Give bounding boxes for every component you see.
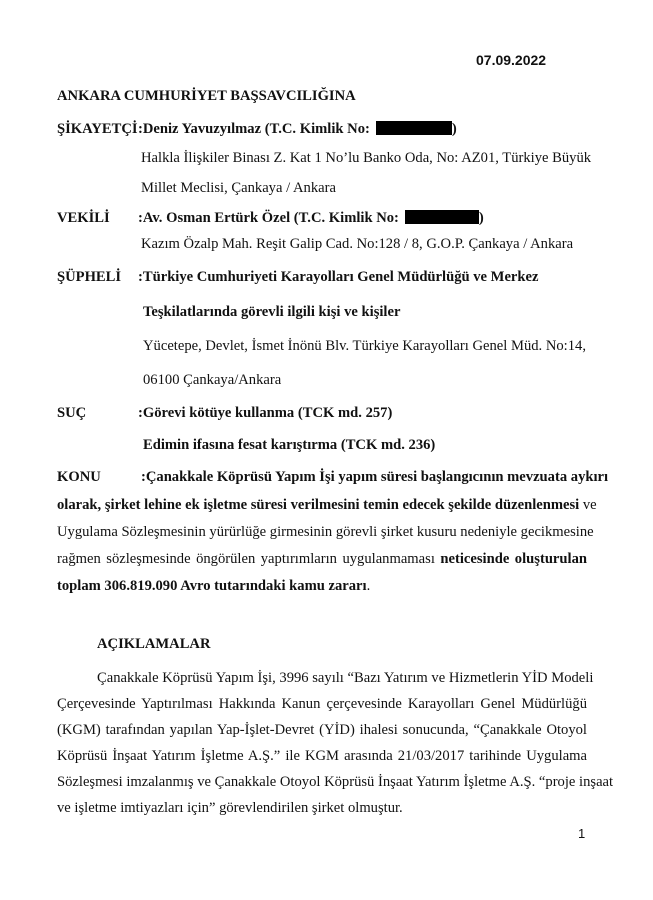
explanation-line: (KGM) tarafından yapılan Yap-İşlet-Devret (YİD) ihalesi sonucunda, “Çanakkale Otoyol (57, 722, 587, 738)
complainant-label: ŞİKAYETÇİ (57, 121, 138, 137)
suspect-address-line1: Yücetepe, Devlet, İsmet İnönü Blv. Türkiye Karayolları Genel Müd. No:14, (143, 338, 586, 354)
complainant-name-close: ) (451, 121, 457, 137)
explanation-line: ve işletme imtiyazları için” görevlendirilen şirket olmuştur. (57, 800, 403, 816)
subject-line2-bold: olarak, şirket lehine ek işletme süresi verilmesini temin edecek şekilde düzenlenmesi (57, 497, 580, 513)
subject-line1: :Çanakkale Köprüsü Yapım İşi yapım süresi başlangıcının mevzuata aykırı (141, 469, 609, 485)
crime-line2: Edimin ifasına fesat karıştırma (TCK md. 236) (143, 437, 436, 453)
suspect-address-line2: 06100 Çankaya/Ankara (143, 372, 282, 388)
subject-line4-bold: neticesinde oluşturulan (440, 551, 587, 567)
explanation-line: Çanakkale Köprüsü Yapım İşi, 3996 sayılı “Bazı Yatırım ve Hizmetlerin YİD Modeli (97, 670, 594, 686)
page-number: 1 (578, 826, 586, 841)
subject-line2-normal: ve (579, 497, 597, 513)
addressee-heading: ANKARA CUMHURİYET BAŞSAVCILIĞINA (57, 88, 356, 104)
document-date: 07.09.2022 (476, 52, 547, 68)
complainant-address-line2: Millet Meclisi, Çankaya / Ankara (141, 180, 336, 196)
explanation-line: Köprüsü İnşaat Yatırım İşletme A.Ş.” ile KGM arasında 21/03/2017 tarihinde Uygulama (57, 748, 587, 764)
suspect-label: ŞÜPHELİ (57, 269, 122, 285)
attorney-name-close: ) (478, 210, 484, 226)
explanations-heading: AÇIKLAMALAR (97, 636, 211, 652)
redaction-box (405, 210, 479, 224)
attorney-address-line1: Kazım Özalp Mah. Reşit Galip Cad. No:128 / 8, G.O.P. Çankaya / Ankara (141, 236, 574, 252)
suspect-name-line1: :Türkiye Cumhuriyeti Karayolları Genel Müdürlüğü ve Merkez (138, 269, 539, 285)
subject-line4 (57, 551, 587, 568)
attorney-label: VEKİLİ (57, 210, 110, 226)
subject-line3: Uygulama Sözleşmesinin yürürlüğe girmesinin görevli şirket kusuru nedeniyle gecikmesine (57, 524, 594, 540)
complainant-address-line1: Halkla İlişkiler Binası Z. Kat 1 No’lu Banko Oda, No: AZ01, Türkiye Büyük (141, 150, 592, 166)
subject-label: KONU (57, 469, 101, 485)
suspect-name-line2: Teşkilatlarında görevli ilgili kişi ve kişiler (143, 304, 401, 320)
subject-line5 (57, 578, 370, 595)
explanation-line: Çerçevesinde Yaptırılması Hakkında Kanun çerçevesinde Karayolları Genel Müdürlüğü (57, 696, 587, 712)
redaction-box (376, 121, 452, 135)
attorney-name (138, 210, 484, 227)
attorney-name-text: :Av. Osman Ertürk Özel (T.C. Kimlik No: (138, 210, 399, 226)
subject-line5-bold: toplam 306.819.090 Avro tutarındaki kamu zararı (57, 578, 367, 594)
explanation-line: Sözleşmesi imzalanmış ve Çanakkale Otoyol Köprüsü İnşaat Yatırım İşletme A.Ş. “proje inşaat (57, 774, 614, 790)
subject-line2 (57, 497, 597, 514)
complainant-name-text: :Deniz Yavuzyılmaz (T.C. Kimlik No: (138, 121, 370, 137)
crime-label: SUÇ (57, 405, 87, 421)
complainant-name (138, 121, 457, 138)
subject-line5-normal: . (366, 578, 371, 594)
crime-line1: :Görevi kötüye kullanma (TCK md. 257) (138, 405, 393, 421)
subject-line4-normal: rağmen sözleşmesinde öngörülen yaptırımların uygulanmaması (57, 551, 441, 567)
